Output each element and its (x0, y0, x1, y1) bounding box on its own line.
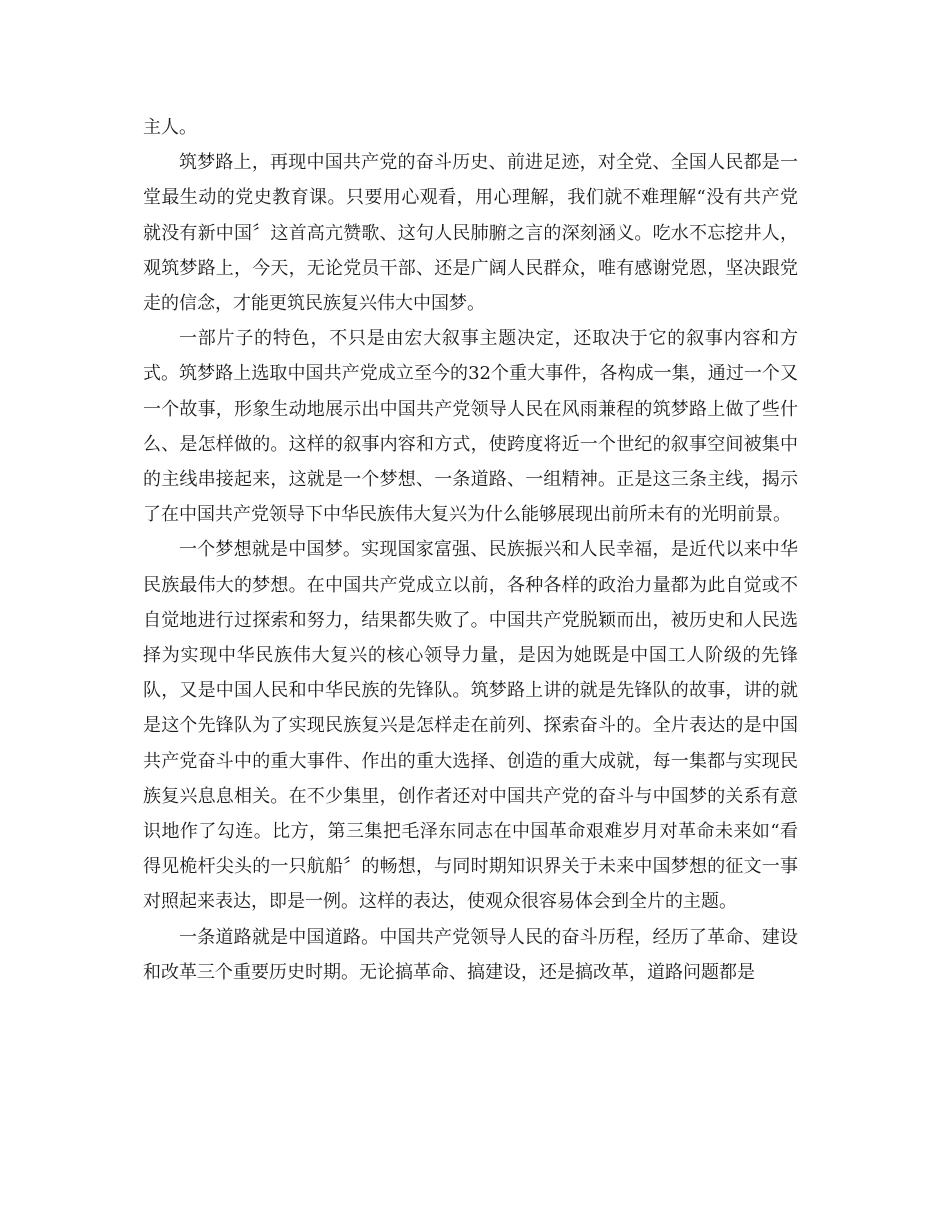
paragraph-narrative-features: 一部片子的特色，不只是由宏大叙事主题决定，还取决于它的叙事内容和方式。筑梦路上选取中国共产党成立至今的32个重大事件，各构成一集，通过一个又一个故事，形象生动地展示出中国共产党领导人民在风雨兼程的筑梦路上做了些什么、是怎样做的。这样的叙事内容和方式，使跨度将近一个世纪的叙事空间被集中的主线串接起来，这就是一个梦想、一条道路、一组精神。正是这三条主线，揭示了在中国共产党领导下中华民族伟大复兴为什么能够展现出前所未有的光明前景。 (143, 328, 798, 526)
paragraph-chinese-dream: 一个梦想就是中国梦。实现国家富强、民族振兴和人民幸福，是近代以来中华民族最伟大的梦想。在中国共产党成立以前，各种各样的政治力量都为此自觉或不自觉地进行过探索和努力，结果都失败了。中国共产党脱颖而出，被历史和人民选择为实现中华民族伟大复兴的核心领导力量，是因为她既是中国工人阶级的先锋队，又是中国人民和中华民族的先锋队。筑梦路上讲的就是先锋队的故事，讲的就是这个先锋队为了实现民族复兴是怎样走在前列、探索奋斗的。全片表达的是中国共产党奋斗中的重大事件、作出的重大选择、创造的重大成就，每一集都与实现民族复兴息息相关。在不少集里，创作者还对中国共产党的奋斗与中国梦的关系有意识地作了勾连。比方，第三集把毛泽东同志在中国革命艰难岁月对革命未来如“看得见桅杆尖头的一只航船〞的畅想，与同时期知识界关于未来中国梦想的征文一事对照起来表达，即是一例。这样的表达，使观众很容易体会到全片的主题。 (143, 539, 798, 913)
paragraph-chinese-road: 一条道路就是中国道路。中国共产党领导人民的奋斗历程，经历了革命、建设和改革三个重要历史时期。无论搞革命、搞建设，还是搞改革，道路问题都是 (143, 926, 798, 983)
paragraph-history-lesson: 筑梦路上，再现中国共产党的奋斗历史、前进足迹，对全党、全国人民都是一堂最生动的党史教育课。只要用心观看，用心理解，我们就不难理解“没有共产党就没有新中国〞这首高亢赞歌、这句人民肺腑之言的深刻涵义。吃水不忘挖井人，观筑梦路上，今天，无论党员干部、还是广阔人民群众，唯有感谢党恩，坚决跟党走的信念，才能更筑民族复兴伟大中国梦。 (143, 152, 798, 315)
paragraph-continuation: 主人。 (143, 117, 197, 138)
document-body (143, 110, 798, 990)
